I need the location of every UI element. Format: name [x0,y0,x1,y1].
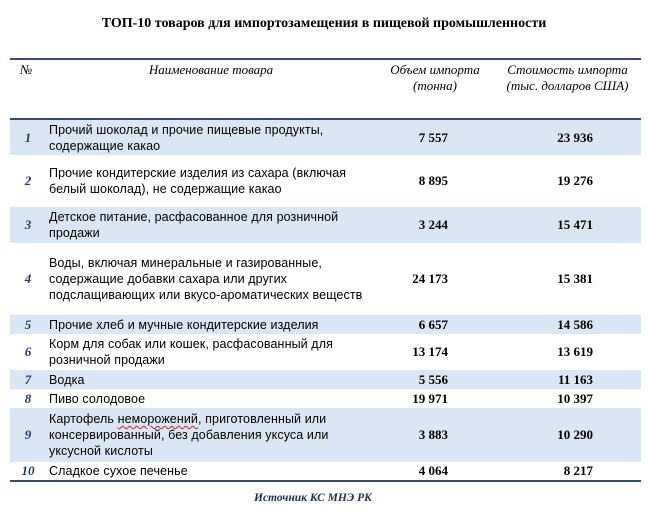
row-name-suffix: , приготовленный или консервированный, без добавления уксуса или уксусной кислоты [49,412,329,458]
source-note: Источник КС МНЭ РК [254,492,372,504]
row-num: 6 [24,344,32,359]
row-name: Воды, включая минеральные и газированные, содержащие добавки сахара или других подслащивающих или вкусо-ароматических веществ [49,256,363,302]
table-row [10,119,641,155]
row-volume: 5 556 [418,371,448,387]
row-volume: 19 971 [412,390,448,406]
row-volume: 4 064 [418,463,448,478]
row-num: 8 [24,390,32,406]
row-name: Водка [49,372,85,387]
row-num: 9 [24,427,32,442]
row-volume: 3 244 [418,217,448,232]
header-num: № [20,62,33,77]
table-row [10,315,641,334]
row-name: Прочие хлеб и мучные кондитерские изделия [49,317,319,332]
header-cost: Стоимость импорта (тыс. долларов США) [506,62,629,93]
row-name: Прочие кондитерские изделия из сахара (включая белый шоколад), не содержащие какао [49,166,347,196]
row-cost: 14 586 [557,316,593,332]
row-name-prefix: Картофель [49,412,118,426]
row-name: Сладкое сухое печенье [49,464,188,478]
spellcheck-word: неморожений [117,412,199,426]
row-num: 4 [24,271,32,286]
row-cost: 10 290 [557,427,593,442]
row-cost: 15 471 [557,217,593,232]
row-name: Детское питание, расфасованное для розничной продажи [49,210,339,240]
row-num: 10 [21,463,35,478]
row-name: Пиво солодовое [49,391,146,406]
table-row [10,243,641,315]
row-num: 3 [24,217,32,232]
table-row [10,155,641,207]
row-cost: 15 381 [557,271,593,286]
row-num: 1 [24,129,32,145]
table-title: ТОП-10 товаров для импортозамещения в пищевой промышленности [101,16,547,31]
row-volume: 3 883 [418,427,448,442]
import-table [10,58,641,482]
row-num: 2 [24,173,32,188]
row-cost: 23 936 [557,129,593,145]
header-name: Наименование товара [148,62,274,77]
table-row [10,207,641,243]
row-volume: 24 173 [412,271,448,286]
table-row [10,408,641,462]
row-cost: 13 619 [557,344,593,359]
header-volume: Объем импорта (тонна) [390,62,480,93]
row-volume: 6 657 [418,316,448,332]
row-name: Корм для собак или кошек, расфасованный для розничной продажи [49,337,333,367]
row-name [46,408,376,462]
table-row [10,389,641,408]
row-num: 5 [24,316,32,332]
row-num: 7 [24,371,32,387]
table-row [10,334,641,370]
row-cost: 10 397 [557,390,593,406]
row-cost: 19 276 [557,173,593,188]
row-name: Прочий шоколад и прочие пищевые продукты, содержащие какао [49,122,324,153]
header-row [10,59,641,119]
row-volume: 7 557 [418,129,448,145]
row-cost: 8 217 [563,463,593,478]
row-volume: 13 174 [412,344,448,359]
table-row [10,370,641,389]
table-row [10,462,641,481]
row-volume: 8 895 [418,173,448,188]
row-cost: 11 163 [557,371,593,387]
